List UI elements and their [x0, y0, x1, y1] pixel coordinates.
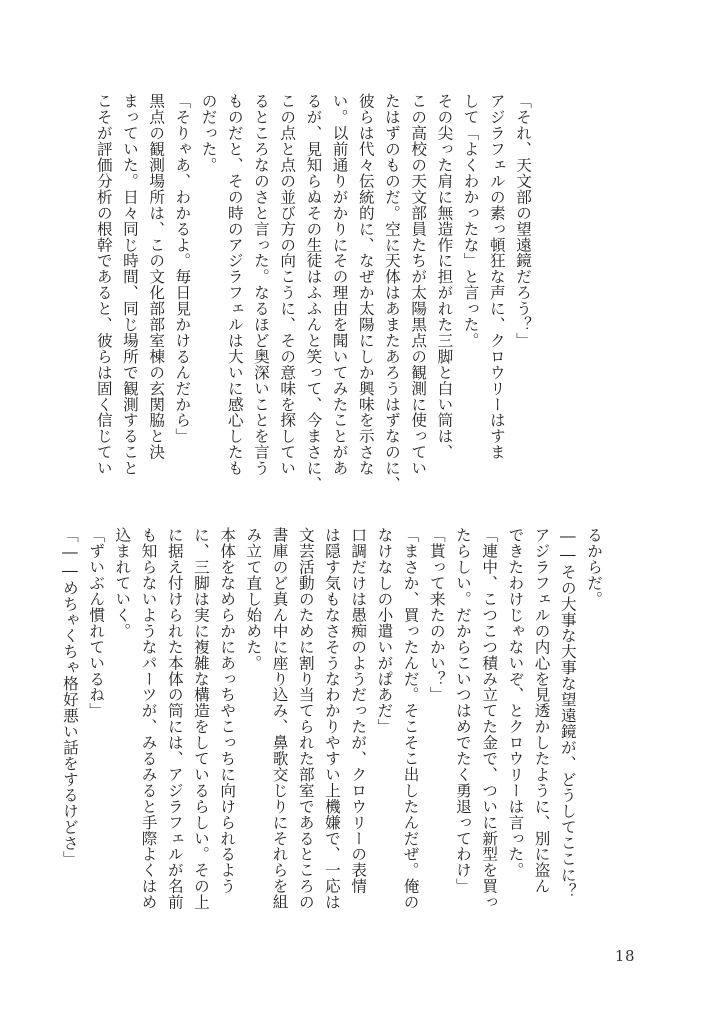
text-line: ――その大事な大事な望遠鏡が、どうしてここに？ — [558, 527, 577, 899]
text-line: 書庫のど真ん中に座り込み、鼻歌交じりにそれらを組 — [270, 527, 289, 910]
upper-text-block — [91, 93, 536, 495]
text-line: 「それ、天文部の望遠鏡だろう？」 — [514, 93, 532, 349]
text-line: なけなしの小遣いがぱあだ」 — [375, 527, 394, 735]
text-line: アジラフェルの内心を見透かしたように、別に盗ん — [532, 527, 551, 894]
text-line: 「まさか、買ったんだ。そこそこ出したんだぜ。俺の — [401, 527, 420, 910]
text-line: い。以前通りがかりにその理由を聞いてみたことがあ — [330, 93, 349, 476]
text-line: は隠す気もなさそうなわかりやすい上機嫌で、一応は — [322, 527, 341, 910]
text-line: 「そりゃあ、わかるよ。毎日見かけるんだから」 — [173, 93, 192, 444]
text-line: 「――めちゃくちゃ格好悪い話をするけどさ」 — [60, 527, 79, 867]
text-line: 口調だけは愚痴のようだったが、クロウリーの表情 — [349, 527, 368, 894]
text-line: 文芸活動のために割り当てられた部室であるところの — [296, 527, 315, 910]
text-line: その尖った肩に無造作に担がれた三脚と白い筒は、 — [435, 93, 454, 460]
text-line: たはずのものだ。空に天体はあまたあろうはずなのに、 — [382, 93, 401, 492]
text-line: るからだ。 — [585, 527, 603, 607]
text-line: るところなのさと言った。なるほど奥深いことを言う — [251, 93, 270, 476]
text-line: 「貰って来たのかい？」 — [427, 527, 446, 703]
text-line: たらしい。だからこいつはめでたく勇退ってわけ」 — [453, 527, 472, 894]
text-line: に、三脚は実に複雑な構造をしているらしい。その上 — [191, 527, 210, 910]
text-line: こそが評価分析の根幹であると、彼らは固く信じてい — [94, 93, 113, 476]
text-line: も知らないようなパーツが、みるみると手際よくはめ — [139, 527, 158, 910]
text-line: 「連中、こつこつ積み立てた金で、ついに新型を買っ — [480, 527, 499, 910]
text-line: に据え付けられた本体の筒には、アジラフェルが名前 — [165, 527, 184, 910]
text-line: のだった。 — [199, 93, 218, 173]
text-line: るが、見知らぬその生徒はふふんと笑って、今まさに、 — [304, 93, 323, 492]
text-line: できたわけじゃないぞ、とクロウリーは言った。 — [506, 527, 525, 878]
text-line: して「よくわかったな」と言った。 — [461, 93, 480, 349]
text-line: この点と点の並び方の向こうに、その意味を探してい — [278, 93, 297, 476]
text-line: 彼らは代々伝統的に、なぜか太陽にしか興味を示さな — [356, 93, 375, 476]
text-line: まっていた。日々同じ時間、同じ場所で観測すること — [120, 93, 139, 476]
text-line: 「ずいぶん慣れているね」 — [87, 527, 106, 719]
text-line: 込まれていく。 — [113, 527, 132, 639]
text-line: ものだと、その時のアジラフェルは大いに感心したも — [225, 93, 244, 476]
page-number: 18 — [614, 947, 635, 965]
text-line: み立て直し始めた。 — [244, 527, 263, 671]
text-line: この高校の天文部員たちが太陽黒点の観測に使ってい — [409, 93, 428, 476]
lower-text-block — [57, 527, 607, 929]
text-line: 黒点の観測場所は、この文化部部室棟の玄関脇と決 — [147, 93, 166, 460]
text-line: アジラフェルの素っ頓狂な声に、クロウリーはすま — [487, 93, 506, 460]
text-line: 本体をなめらかにあっちやこっちに向けられるよう — [218, 527, 237, 894]
